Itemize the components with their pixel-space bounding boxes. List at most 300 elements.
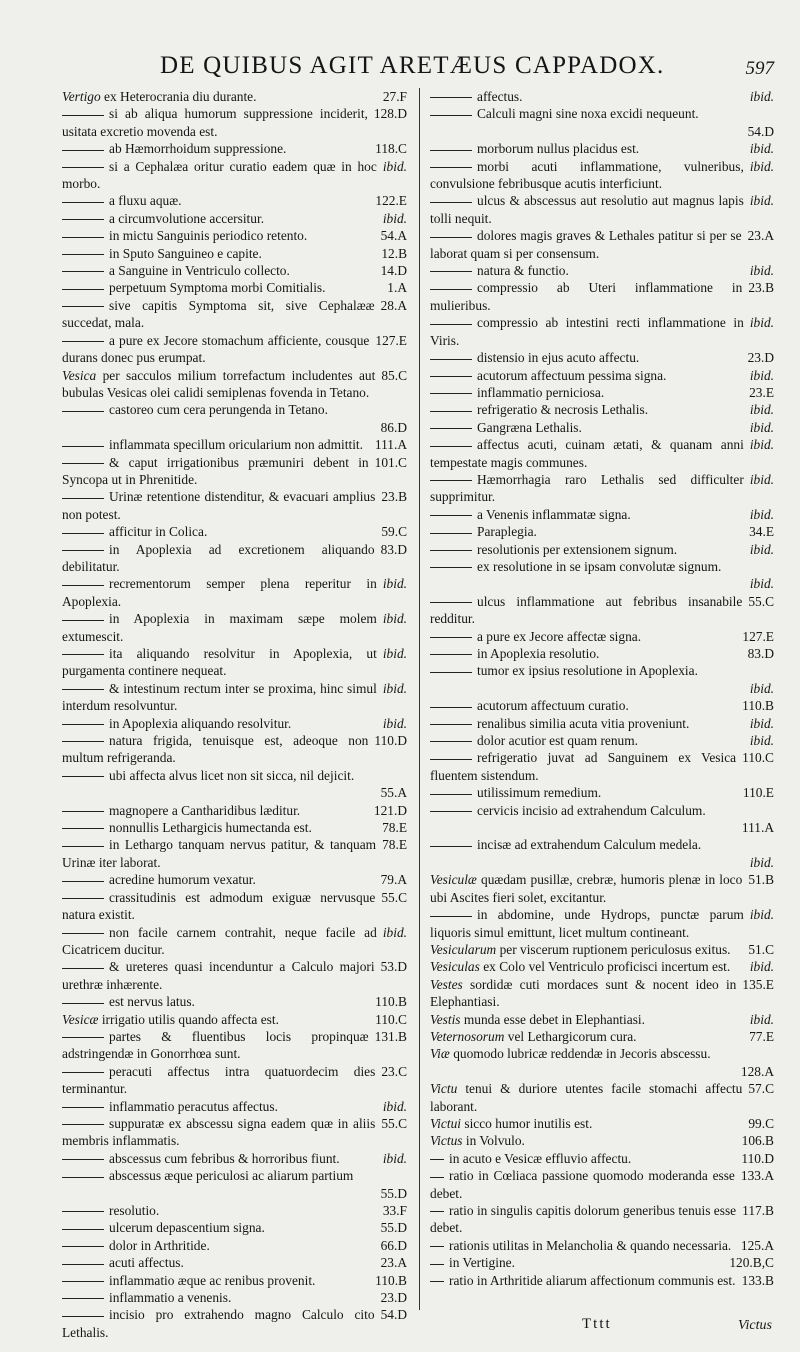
entry-text: non facile carnem contrahit, neque facile ad Cicatricem ducitur.: [62, 924, 377, 957]
entry-text: a Sanguine in Ventriculo collecto.: [109, 263, 290, 279]
index-entry: [430, 1254, 778, 1271]
index-entry: [430, 558, 778, 593]
entry-reference: 85.C: [381, 367, 407, 383]
index-entry: [62, 1289, 411, 1306]
index-entry: [430, 88, 778, 105]
index-entry: [430, 158, 778, 193]
entry-reference: 28.A: [380, 297, 407, 313]
index-entry: [62, 836, 411, 871]
entry-text: incisio pro extrahendo magno Calculo cito Lethalis.: [62, 1307, 375, 1340]
index-entry: [62, 924, 411, 959]
index-entry: [62, 1237, 411, 1254]
repeat-dash: [62, 1229, 104, 1230]
entry-text: compressio ab Uteri inflammatione in mulieribus.: [430, 280, 743, 313]
index-entry: [62, 401, 411, 436]
entry-reference: ibid.: [749, 576, 774, 592]
index-entry: [430, 1202, 778, 1237]
entry-reference: 83.D: [380, 541, 407, 557]
entry-text: per viscerum ruptionem periculosus exitus.: [499, 941, 731, 957]
entry-text: a Venenis inflammatæ signa.: [477, 506, 631, 522]
repeat-dash: [430, 515, 472, 516]
entry-headword: Veternosorum: [430, 1028, 505, 1044]
entry-text: cervicis incisio ad extrahendum Calculum.: [477, 802, 706, 818]
entry-reference: 53.D: [380, 959, 407, 975]
index-entry: [430, 941, 778, 958]
repeat-dash: [62, 1037, 104, 1038]
repeat-dash: [62, 115, 104, 116]
repeat-dash: [430, 480, 472, 481]
entry-text: affectus.: [477, 89, 523, 104]
entry-text: ita aliquando resolvitur in Apoplexia, ut purgamenta continere nequeat.: [62, 646, 377, 679]
entry-reference: ibid.: [749, 141, 774, 157]
entry-text: in Apoplexia aliquando resolvitur.: [109, 715, 292, 731]
entry-text: in Volvulo.: [465, 1133, 525, 1149]
entry-reference: ibid.: [749, 419, 774, 435]
repeat-dash: [62, 533, 104, 534]
entry-reference: ibid.: [382, 158, 407, 174]
index-entry: [62, 1011, 411, 1028]
repeat-dash: [62, 219, 104, 220]
entry-headword: Vesiculæ: [430, 872, 477, 888]
repeat-dash: [62, 811, 104, 812]
entry-reference: 77.E: [749, 1028, 774, 1044]
entry-text: suppuratæ ex abscessu signa eadem quæ in aliis membris inflammatis.: [62, 1115, 376, 1149]
index-entry: [430, 436, 778, 471]
entry-reference: ibid.: [749, 193, 774, 209]
index-entry: [430, 140, 778, 157]
entry-reference: 23.E: [749, 384, 774, 400]
index-entry: [430, 628, 778, 645]
entry-text: est nervus latus.: [109, 994, 195, 1010]
entry-text: Calculi magni sine noxa excidi nequeunt.: [477, 106, 699, 122]
repeat-dash: [430, 794, 472, 795]
entry-text: inflammata specillum oricularium non admittit.: [109, 437, 363, 453]
index-entry: [430, 1011, 778, 1028]
entry-text: in Lethargo tanquam nervus patitur, & tanquam Urinæ iter laborat.: [62, 837, 377, 870]
entry-reference: 23.B: [748, 280, 774, 296]
entry-reference: ibid.: [749, 1011, 774, 1027]
entry-reference: 55.D: [380, 1220, 407, 1236]
entry-reference: 33.F: [382, 1203, 407, 1218]
repeat-dash: [62, 550, 104, 551]
index-entry: [62, 715, 411, 732]
entry-reference: ibid.: [382, 924, 407, 940]
index-entry: [62, 802, 411, 819]
index-entry: [430, 401, 778, 418]
entry-reference: 23.B: [381, 489, 407, 505]
entry-text: refrigeratio juvat ad Sanguinem ex Vesica fluentem sistendum.: [430, 750, 737, 783]
entry-text: a fluxu aquæ.: [109, 193, 182, 209]
index-entry: [430, 1150, 778, 1167]
index-entry: [62, 1115, 411, 1150]
repeat-dash: [430, 724, 472, 725]
repeat-dash: [430, 271, 472, 272]
entry-text: Gangræna Lethalis.: [477, 419, 582, 435]
index-entry: [62, 645, 411, 680]
repeat-dash: [430, 654, 472, 655]
entry-text: dolor in Arthritide.: [109, 1237, 210, 1253]
repeat-dash: [62, 724, 104, 725]
entry-reference: 23.D: [747, 350, 774, 366]
entry-text: inflammatio a venenis.: [109, 1290, 232, 1306]
entry-text: dolor acutior est quam renum.: [477, 733, 639, 749]
entry-headword: Vesicæ: [62, 1011, 99, 1027]
entry-text: sive capitis Symptoma sit, sive Cephalææ succedat, mala.: [62, 297, 375, 331]
entry-text: per sacculos milium torrefactum includentes aut bubulas Vesicas olei calidi semiplenas fovenda in Tetano.: [62, 367, 376, 400]
entry-reference: ibid.: [749, 367, 774, 383]
entry-reference: 55.C: [381, 1115, 407, 1131]
index-entry: [430, 645, 778, 662]
entry-reference: 86.D: [380, 419, 407, 435]
repeat-dash: [430, 1211, 444, 1212]
index-entry: [62, 680, 411, 715]
repeat-dash: [62, 289, 104, 290]
entry-headword: Vesiculas: [430, 959, 480, 975]
entry-reference: ibid.: [382, 576, 407, 592]
entry-headword: Victu: [430, 1081, 458, 1097]
index-entry: [62, 889, 411, 924]
entry-text: in abdomine, unde Hydrops, punctæ parum liquoris simul emittunt, licet multum contineant.: [430, 907, 744, 940]
entry-reference: 23.A: [747, 228, 774, 244]
entry-reference: 54.D: [747, 123, 774, 139]
entry-reference: 54.D: [380, 1307, 407, 1323]
entry-reference: 51.C: [748, 941, 774, 957]
index-entry: [62, 192, 411, 209]
repeat-dash: [430, 289, 472, 290]
entry-text: morborum nullus placidus est.: [477, 141, 640, 157]
entry-text: acutorum affectuum pessima signa.: [477, 367, 667, 383]
entry-text: a circumvolutione accersitur.: [109, 210, 265, 226]
entry-reference: 135.E: [742, 976, 774, 992]
index-entry: [430, 541, 778, 558]
index-entry: [62, 210, 411, 227]
entry-text: tumor ex ipsius resolutione in Apoplexia.: [477, 663, 698, 679]
repeat-dash: [62, 585, 104, 586]
index-entry: [430, 697, 778, 714]
index-entry: [430, 1115, 778, 1132]
index-entry: [430, 1080, 778, 1115]
index-entry: [62, 1028, 411, 1063]
index-entry: [430, 105, 778, 140]
repeat-dash: [430, 150, 472, 151]
index-entry: [62, 1063, 411, 1098]
entry-reference: ibid.: [749, 854, 774, 870]
signature-mark: Tttt: [582, 1316, 612, 1332]
index-entry: [430, 349, 778, 366]
index-entry: [62, 140, 411, 157]
index-entry: [430, 906, 778, 941]
index-entry: [62, 227, 411, 244]
repeat-dash: [430, 916, 472, 917]
index-entry: [430, 662, 778, 697]
entry-text: ulcus & abscessus aut resolutio aut magnus lapis tolli nequit.: [430, 193, 744, 226]
entry-text: in Vertigine.: [449, 1255, 515, 1271]
entry-text: ratio in Cœliaca passione quomodo moderanda esse debet.: [430, 1168, 735, 1201]
entry-reference: 23.D: [380, 1290, 407, 1306]
repeat-dash: [430, 602, 472, 603]
entry-reference: ibid.: [749, 89, 774, 104]
left-column: [62, 88, 420, 1340]
entry-text: inflammatio peracutus affectus.: [109, 1098, 278, 1114]
index-entry: [430, 732, 778, 749]
entry-text: ratio in Arthritide aliarum affectionum communis est.: [449, 1272, 736, 1288]
repeat-dash: [62, 828, 104, 829]
repeat-dash: [430, 97, 472, 98]
entry-reference: 127.E: [375, 332, 407, 348]
repeat-dash: [430, 550, 472, 551]
entry-text: vel Lethargicorum cura.: [507, 1028, 637, 1044]
repeat-dash: [430, 567, 472, 568]
entry-text: castoreo cum cera perungenda in Tetano.: [109, 402, 328, 418]
index-entry: [62, 732, 411, 767]
entry-reference: ibid.: [382, 210, 407, 226]
entry-text: perpetuum Symptoma morbi Comitialis.: [109, 280, 326, 296]
index-entry: [62, 279, 411, 296]
entry-headword: Vestes: [430, 976, 463, 992]
repeat-dash: [430, 846, 472, 847]
entry-text: a pure ex Jecore affectæ signa.: [477, 628, 642, 644]
index-entry: [62, 88, 411, 105]
entry-text: utilissimum remedium.: [477, 785, 602, 801]
entry-reference: 101.C: [374, 454, 407, 470]
entry-text: in Apoplexia in maximam sæpe molem extumescit.: [62, 611, 377, 644]
entry-text: & ureteres quasi incenduntur a Calculo majori urethræ inhærente.: [62, 959, 375, 992]
entry-text: afficitur in Colica.: [109, 524, 208, 540]
repeat-dash: [62, 846, 104, 847]
repeat-dash: [62, 202, 104, 203]
index-entry: [430, 749, 778, 784]
index-entry: [62, 1150, 411, 1167]
entry-text: resolutionis per extensionem signum.: [477, 541, 678, 557]
index-entry: [62, 436, 411, 453]
index-entry: [430, 1132, 778, 1149]
entry-text: inflammatio æque ac renibus provenit.: [109, 1272, 316, 1288]
entry-reference: ibid.: [749, 959, 774, 975]
repeat-dash: [430, 359, 472, 360]
index-entry: [430, 802, 778, 837]
entry-reference: ibid.: [749, 315, 774, 331]
entry-reference: 12.B: [381, 245, 407, 261]
entry-reference: 55.A: [380, 785, 407, 801]
index-entry: [62, 767, 411, 802]
index-entry: [430, 419, 778, 436]
index-entry: [62, 245, 411, 262]
entry-text: dolores magis graves & Lethales patitur si per se laborat quam si per consensum.: [430, 228, 742, 261]
repeat-dash: [430, 637, 472, 638]
entry-text: ulcerum depascentium signa.: [109, 1220, 265, 1236]
page-footer: [62, 1316, 778, 1338]
index-entry: [430, 871, 778, 906]
index-entry: [62, 871, 411, 888]
entry-reference: ibid.: [382, 611, 407, 627]
entry-text: ratio in singulis capitis dolorum generibus tenuis esse debet.: [430, 1203, 737, 1236]
entry-reference: 111.A: [374, 437, 407, 453]
entry-text: quædam pusillæ, crebræ, humoris plenæ in loco ubi Ascites fieri solet, excitantur.: [430, 872, 743, 905]
repeat-dash: [62, 463, 104, 464]
repeat-dash: [430, 741, 472, 742]
index-entry: [430, 836, 778, 871]
entry-reference: 23.A: [380, 1255, 407, 1271]
entry-reference: 131.B: [374, 1028, 407, 1044]
entry-text: abscessus æque periculosi ac aliarum partium: [109, 1168, 354, 1184]
index-entry: [430, 262, 778, 279]
entry-reference: ibid.: [749, 471, 774, 487]
repeat-dash: [430, 1281, 444, 1282]
catchword: Victus: [738, 1318, 772, 1333]
repeat-dash: [62, 1107, 104, 1108]
repeat-dash: [62, 933, 104, 934]
repeat-dash: [430, 1159, 444, 1160]
entry-text: affectus acuti, cuinam ætati, & quanam anni tempestate magis communes.: [430, 437, 744, 470]
entry-text: Hæmorrhagia raro Lethalis sed difficulter supprimitur.: [430, 471, 744, 505]
repeat-dash: [62, 411, 104, 412]
repeat-dash: [62, 1281, 104, 1282]
repeat-dash: [430, 811, 472, 812]
repeat-dash: [62, 498, 104, 499]
repeat-dash: [62, 1159, 104, 1160]
entry-text: nonnullis Lethargicis humectanda est.: [109, 820, 312, 836]
entry-reference: 59.C: [381, 524, 407, 540]
entry-text: natura frigida, tenuisque est, adeoque non multum refrigeranda.: [62, 733, 369, 766]
entry-reference: 110.B: [375, 1272, 407, 1288]
entry-text: acutorum affectuum curatio.: [477, 698, 629, 714]
entry-reference: 66.D: [380, 1237, 407, 1253]
index-entry: [430, 1028, 778, 1045]
entry-text: peracuti affectus intra quatuordecim dies terminantur.: [62, 1063, 376, 1097]
entry-reference: 133.B: [741, 1272, 774, 1288]
repeat-dash: [430, 446, 472, 447]
entry-text: magnopere a Cantharidibus læditur.: [109, 802, 301, 818]
entry-reference: 99.C: [748, 1115, 774, 1131]
repeat-dash: [430, 672, 472, 673]
index-entry: [62, 819, 411, 836]
index-entry: [62, 332, 411, 367]
entry-reference: 120.B,C: [729, 1255, 774, 1271]
entry-reference: 128.D: [373, 106, 407, 122]
entry-reference: ibid.: [382, 1098, 407, 1114]
index-entry: [430, 715, 778, 732]
repeat-dash: [62, 254, 104, 255]
entry-text: ex resolutione in se ipsam convolutæ signum.: [477, 558, 722, 574]
index-entry: [62, 262, 411, 279]
entry-reference: 133.A: [740, 1168, 774, 1184]
entry-headword: Vesicularum: [430, 941, 497, 957]
index-entry: [62, 610, 411, 645]
entry-text: morbi acuti inflammatione, vulneribus, convulsione febribusque acutis interficiunt.: [430, 158, 744, 192]
entry-reference: ibid.: [749, 402, 774, 418]
entry-reference: 110.B: [375, 994, 407, 1010]
repeat-dash: [62, 620, 104, 621]
repeat-dash: [430, 1246, 444, 1247]
repeat-dash: [430, 393, 472, 394]
index-entry: [62, 105, 411, 140]
index-entry: [62, 523, 411, 540]
entry-reference: 23.C: [381, 1063, 407, 1079]
entry-headword: Victus: [430, 1133, 463, 1149]
page-number: 597: [745, 58, 774, 79]
entry-text: acredine humorum vexatur.: [109, 872, 256, 888]
entry-text: in Apoplexia ad excretionem aliquando debilitatur.: [62, 541, 375, 574]
entry-text: quomodo lubricæ reddendæ in Jecoris abscessu.: [453, 1046, 711, 1062]
repeat-dash: [430, 533, 472, 534]
entry-reference: 110.C: [742, 750, 774, 766]
entry-reference: 110.D: [741, 1150, 774, 1166]
index-entry: [62, 1219, 411, 1236]
entry-text: munda esse debet in Elephantiasi.: [463, 1011, 645, 1027]
entry-headword: Vertigo: [62, 89, 101, 104]
repeat-dash: [62, 1211, 104, 1212]
repeat-dash: [62, 1246, 104, 1247]
entry-text: & caput irrigationibus præmuniri debent in Syncopa ut in Phrenitide.: [62, 454, 369, 487]
entry-text: sordidæ cuti mordaces sunt & nocent ideo in Elephantiasi.: [430, 976, 737, 1010]
repeat-dash: [62, 167, 104, 168]
index-entry: [62, 575, 411, 610]
index-entry: [62, 1254, 411, 1271]
entry-text: ulcus inflammatione aut febribus insanabile redditur.: [430, 593, 743, 627]
entry-reference: 55.C: [381, 889, 407, 905]
entry-reference: ibid.: [749, 506, 774, 522]
entry-text: compressio ab intestini recti inflammatione in Viris.: [430, 315, 744, 348]
index-entry: [62, 367, 411, 402]
repeat-dash: [430, 115, 472, 116]
repeat-dash: [62, 1298, 104, 1299]
index-entry: [430, 1272, 778, 1289]
entry-text: in mictu Sanguinis periodico retento.: [109, 228, 308, 244]
entry-headword: Viæ: [430, 1046, 450, 1062]
index-entry: [430, 523, 778, 540]
repeat-dash: [62, 150, 104, 151]
index-entry: [430, 314, 778, 349]
entry-reference: 125.A: [740, 1237, 774, 1253]
index-entry: [62, 488, 411, 523]
repeat-dash: [430, 1264, 444, 1265]
index-entry: [430, 279, 778, 314]
entry-text: irrigatio utilis quando affecta est.: [101, 1011, 279, 1027]
page-header: [150, 52, 774, 86]
index-entry: [62, 541, 411, 576]
repeat-dash: [430, 237, 472, 238]
entry-reference: ibid.: [749, 715, 774, 731]
repeat-dash: [62, 689, 104, 690]
entry-reference: 111.A: [741, 820, 774, 836]
index-entry: [62, 454, 411, 489]
entry-reference: 117.B: [742, 1203, 774, 1218]
repeat-dash: [430, 707, 472, 708]
entry-text: ex Heterocrania diu durante.: [104, 89, 257, 104]
entry-text: & intestinum rectum inter se proxima, hinc simul interdum resolvuntur.: [62, 680, 377, 714]
index-entry: [430, 227, 778, 262]
index-entry: [430, 471, 778, 506]
repeat-dash: [62, 741, 104, 742]
index-entry: [62, 1098, 411, 1115]
entry-text: rationis utilitas in Melancholia & quando necessaria.: [449, 1237, 732, 1253]
entry-text: crassitudinis est admodum exiguæ nervusque natura existit.: [62, 889, 376, 923]
entry-text: tenui & duriore utentes facile stomachi affectu laborant.: [430, 1081, 743, 1114]
entry-text: Paraplegia.: [477, 524, 537, 540]
entry-text: incisæ ad extrahendum Calculum medela.: [477, 837, 702, 853]
entry-reference: 110.D: [374, 733, 407, 749]
index-entry: [430, 1045, 778, 1080]
entry-text: ab Hæmorrhoidum suppressione.: [109, 141, 287, 157]
entry-reference: 1.A: [387, 280, 407, 296]
entry-text: in Sputo Sanguineo e capite.: [109, 245, 262, 261]
entry-reference: 121.D: [373, 802, 407, 818]
entry-reference: 83.D: [747, 646, 774, 661]
entry-reference: 57.C: [748, 1081, 774, 1097]
repeat-dash: [430, 411, 472, 412]
repeat-dash: [62, 446, 104, 447]
repeat-dash: [62, 776, 104, 777]
